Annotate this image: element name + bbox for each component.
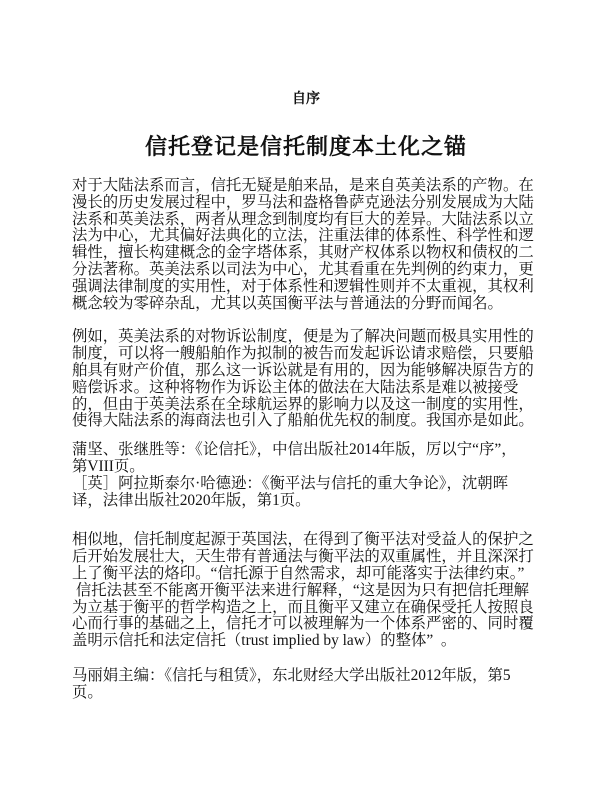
text-line: 蒲坚、张继胜等：《论信托》，中信出版社2014年版，厉以宁“序”， [72,441,517,459]
body-paragraph-3 [72,532,540,650]
text-line: 辑性，擅长构建概念的金字塔体系，其财产权体系以物权和债权的二 [72,244,534,262]
page-title: 信托登记是信托制度本土化之锚 [144,134,467,159]
body-paragraph-1 [72,178,540,312]
footnote-block-1 [72,442,540,509]
text-line: ［英］阿拉斯泰尔·哈德逊：《衡平法与信托的重大争论》，沈朝晖 [72,474,509,492]
text-line: 概念较为零碎杂乱，尤其以英国衡平法与普通法的分野而闻名。 [72,294,503,312]
text-line: 相似地，信托制度起源于英国法，在得到了衡平法对受益人的保护之 [72,531,534,549]
text-line: 为立基于衡平的哲学构造之上，而且衡平又建立在确保受托人按照良 [72,598,534,616]
footnote-block-2 [72,668,540,702]
text-line: 上了衡平法的烙印。“信托源于自然需求，却可能落实于法律约束。” [72,564,525,582]
text-line: 盖明示信托和法定信托（trust implied by law）的整体” 。 [72,632,457,650]
text-line: 信托法甚至不能离开衡平法来进行解释，“这是因为只有把信托理解 [72,581,530,599]
text-line: 译，法律出版社2020年版，第1页。 [72,491,311,509]
text-line: 法系和英美法系，两者从理念到制度均有巨大的差异。大陆法系以立 [72,210,534,228]
text-line: 第VIII页。 [72,457,145,475]
text-line: 使得大陆法系的海商法也引入了船舶优先权的制度。我国亦是如此。 [72,412,534,430]
text-line: 页。 [72,683,103,701]
text-line: 法为中心，尤其偏好法典化的立法，注重法律的体系性、科学性和逻 [72,227,534,245]
text-line: 对于大陆法系而言，信托无疑是舶来品，是来自英美法系的产物。在 [72,177,534,194]
text-line: 心而行事的基础之上，信托才可以被理解为一个体系严密的、同时覆 [72,615,534,633]
text-line: 赔偿诉求。这种将物作为诉讼主体的做法在大陆法系是难以被接受 [72,378,519,396]
text-line: 的，但由于英美法系在全球航运界的影响力以及这一制度的实用性， [72,395,534,413]
text-line: 漫长的历史发展过程中，罗马法和盎格鲁萨克逊法分别发展成为大陆 [72,193,534,211]
section-label: 自序 [292,92,320,107]
text-line: 马丽娟主编：《信托与租赁》，东北财经大学出版社2012年版，第5 [72,666,511,684]
text-line: 分法著称。英美法系以司法为中心，尤其看重在先判例的约束力，更 [72,260,534,278]
text-line: 舶具有财产价值，那么这一诉讼就是有用的，因为能够解决原告方的 [72,361,534,379]
text-line: 制度，可以将一艘船舶作为拟制的被告而发起诉讼请求赔偿，只要船 [72,345,534,363]
body-paragraph-2 [72,329,540,430]
text-line: 强调法律制度的实用性，对于体系性和逻辑性则并不太重视，其权利 [72,277,534,295]
text-line: 后开始发展壮大，天生带有普通法与衡平法的双重属性，并且深深打 [72,548,534,566]
text-line: 例如，英美法系的对物诉讼制度，便是为了解决问题而极具实用性的 [72,328,534,346]
